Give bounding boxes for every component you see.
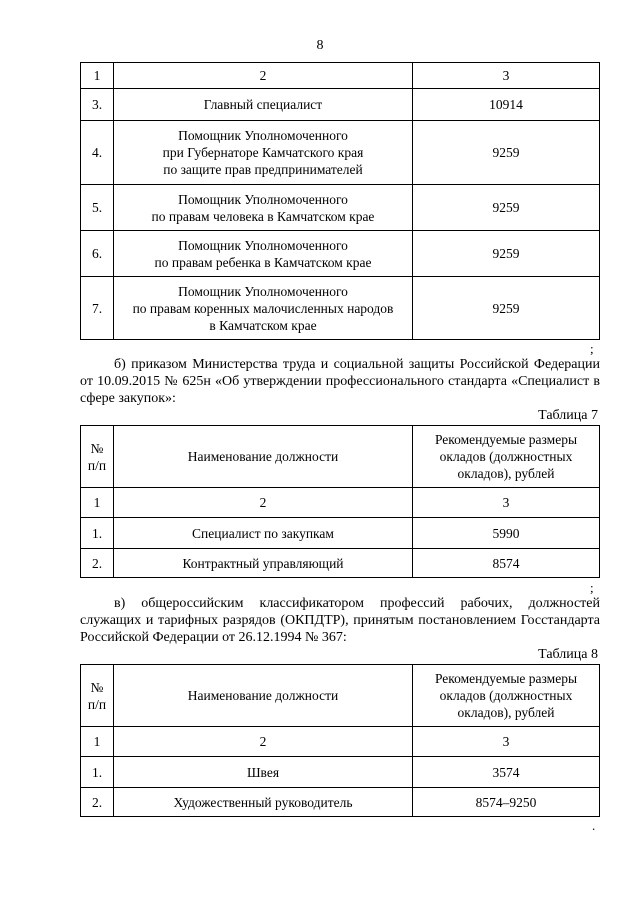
salary-header-line: окладов), рублей — [457, 466, 555, 481]
position-name-line: Помощник Уполномоченного — [178, 128, 348, 143]
salary-value: 9259 — [413, 121, 600, 185]
table-cell: 2 — [114, 488, 413, 518]
table-cell: 1 — [81, 488, 114, 518]
salary-value: 10914 — [413, 89, 600, 121]
salary-header-line: окладов (должностных — [439, 449, 573, 464]
position-name — [114, 277, 413, 340]
row-number: 3. — [81, 89, 114, 121]
table-8 — [80, 664, 600, 817]
table-8-caption: Таблица 8 — [538, 647, 598, 662]
table-index-row — [81, 63, 600, 89]
position-name — [114, 121, 413, 185]
salary-header-line: Рекомендуемые размеры — [434, 671, 578, 686]
salary-value: 8574 — [413, 549, 600, 578]
table-row — [81, 518, 600, 549]
num-header-line: № — [90, 440, 104, 456]
salary-value: 5990 — [413, 518, 600, 549]
row-number: 7. — [81, 277, 114, 340]
row-number: 2. — [81, 788, 114, 817]
row-number: 2. — [81, 549, 114, 578]
name-header: Наименование должности — [114, 665, 413, 727]
table-cell: 2 — [114, 63, 413, 89]
position-name-line: по защите прав предпринимателей — [163, 162, 363, 177]
table-cell: 3 — [413, 727, 600, 757]
position-name: Контрактный управляющий — [114, 549, 413, 578]
table-cell: 1 — [81, 63, 114, 89]
position-name-line: Помощник Уполномоченного — [178, 283, 348, 299]
table-index-row — [81, 727, 600, 757]
table-row — [81, 788, 600, 817]
position-name-line: при Губернаторе Камчатского края — [162, 145, 364, 160]
row-number: 1. — [81, 518, 114, 549]
position-name-line: Помощник Уполномоченного — [178, 237, 348, 253]
num-header-line: п/п — [87, 696, 107, 712]
salary-value: 9259 — [413, 185, 600, 231]
table-cell: 2 — [114, 727, 413, 757]
table-row — [81, 121, 600, 185]
table-row — [81, 231, 600, 277]
position-name: Художественный руководитель — [114, 788, 413, 817]
semicolon: ; — [590, 580, 594, 595]
table-index-row — [81, 488, 600, 518]
table-cell: 3 — [413, 63, 600, 89]
salary-header-line: окладов), рублей — [457, 705, 555, 720]
period: . — [592, 818, 596, 833]
num-header — [81, 426, 114, 488]
salary-value: 3574 — [413, 757, 600, 788]
page-number: 8 — [316, 38, 324, 53]
position-name-line: по правам человека в Камчатском крае — [151, 208, 375, 224]
table-7-caption: Таблица 7 — [538, 408, 598, 423]
row-number: 5. — [81, 185, 114, 231]
row-number: 4. — [81, 121, 114, 185]
salary-header — [413, 665, 600, 727]
table-cell: 1 — [81, 727, 114, 757]
salary-value: 9259 — [413, 231, 600, 277]
num-header — [81, 665, 114, 727]
num-header-line: п/п — [87, 457, 107, 473]
paragraph-b: б) приказом Министерства труда и социальной защиты Российской Федерации от 10.09.2015 № 625н «Об утверждении профессионального стандарта «Специалист в сфере закупок»: — [80, 357, 600, 406]
position-name — [114, 231, 413, 277]
salary-value: 9259 — [413, 277, 600, 340]
semicolon: ; — [590, 341, 594, 356]
salary-header-line: окладов (должностных — [439, 688, 573, 703]
salary-header-line: Рекомендуемые размеры — [434, 432, 578, 447]
table-row — [81, 89, 600, 121]
row-number: 1. — [81, 757, 114, 788]
position-name — [114, 185, 413, 231]
name-header: Наименование должности — [114, 426, 413, 488]
position-name — [114, 89, 413, 121]
position-name-line: по правам ребенка в Камчатском крае — [154, 254, 372, 270]
table-6 — [80, 62, 600, 340]
position-name-line: Главный специалист — [203, 97, 323, 112]
table-row — [81, 549, 600, 578]
table-7 — [80, 425, 600, 578]
paragraph-v: в) общероссийским классификатором профессий рабочих, должностей служащих и тарифных разрядов (ОКПДТР), принятым постановлением Госстандарта Российской Федерации от 26.12.1994 № 367: — [80, 596, 600, 645]
salary-value: 8574–9250 — [413, 788, 600, 817]
salary-header — [413, 426, 600, 488]
table-cell: 3 — [413, 488, 600, 518]
table-row — [81, 277, 600, 340]
table-header-row — [81, 426, 600, 488]
position-name-line: Помощник Уполномоченного — [178, 191, 348, 207]
table-row — [81, 185, 600, 231]
position-name: Швея — [114, 757, 413, 788]
position-name: Специалист по закупкам — [114, 518, 413, 549]
position-name-line: в Камчатском крае — [209, 317, 317, 333]
row-number: 6. — [81, 231, 114, 277]
table-header-row — [81, 665, 600, 727]
num-header-line: № — [90, 679, 104, 695]
position-name-line: по правам коренных малочисленных народов — [132, 300, 394, 316]
table-row — [81, 757, 600, 788]
